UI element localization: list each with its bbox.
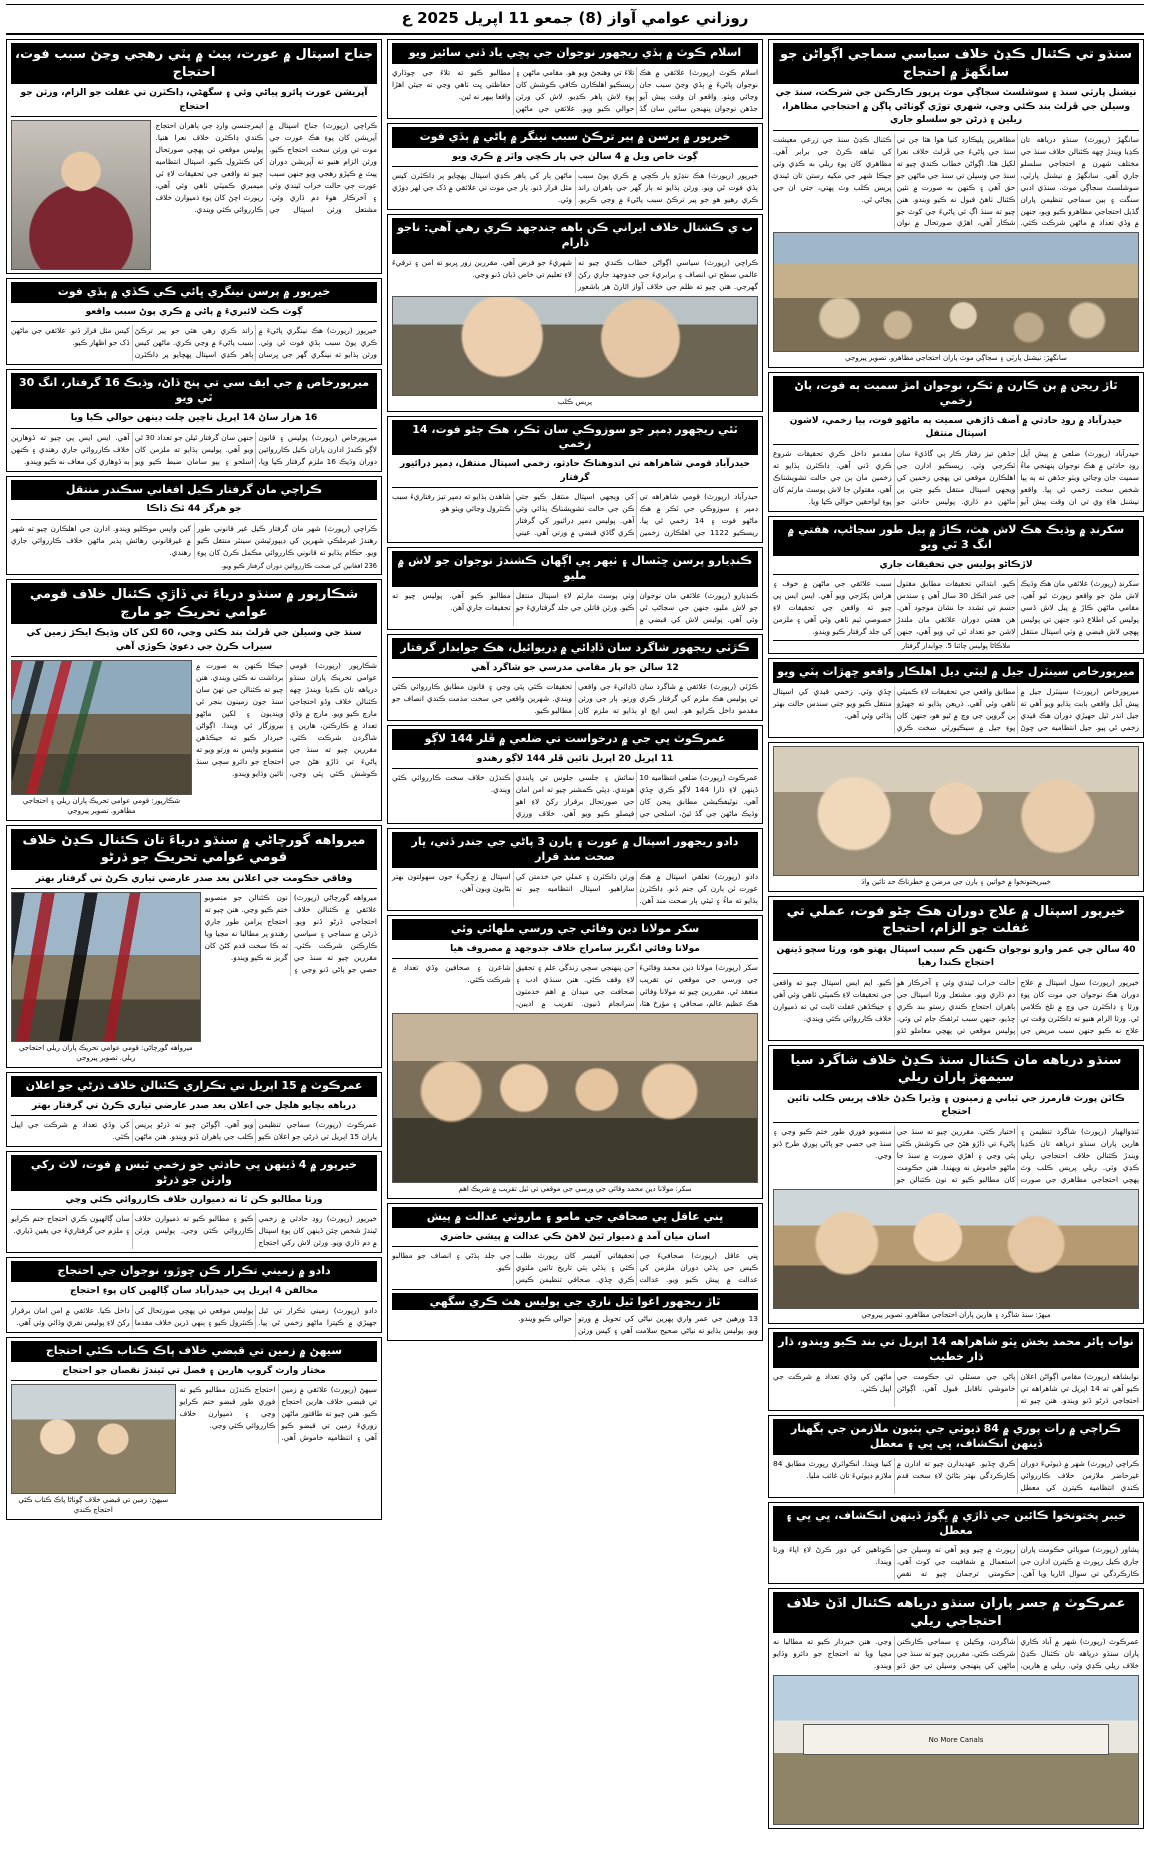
article-body: سکر (رپورٽ) مولانا دين محمد وفائيءَ جي ورسي جي موقعي تي تقريب منعقد ٿي. مقررين چيو ته مولانا وفائي هڪ عظيم عالم، صحافي ۽ مؤرخ هئا، جن پنهنجي سڄي زندگي علم ۽ تحقيق لاءِ وقف ڪئي. هنن سنڌي ادب ۽ صحافت جي ميدان ۾ اهم خدمتون سرانجام ڏنيون. تقريب ۾ اديبن، شاعرن ۽ صحافين وڏي تعداد ۾ شرڪت ڪئي.: [392, 963, 758, 1009]
subhead: 11 اپريل 20 اپريل تائين ڦلر 144 لاڳو رهندو: [392, 753, 758, 770]
headline: سنڌو درياهه مان ڪئنال سنڌ ڪڍڻ خلاف شاگرد سيا سيمهڙ پاران ريلي: [773, 1049, 1139, 1090]
headline: اسلام ڪوٽ ۾ ٻڏي ريجھور نوجوان جي پڇي ياد ڏني سائيز ويو: [392, 43, 758, 64]
photo-caption: شڪارپور: قومي عوامي تحريڪ پاران ريلي ۽ احتجاجي مظاهرو. تصوير پيروجي: [22, 797, 181, 815]
photo-canal-protest: [773, 232, 1139, 352]
photo-caption: سيهڻ: زمين تي قبضي خلاف ڳوٺاڻا پاڪ ڪتاب ڪئي احتجاج ڪندي: [18, 1496, 169, 1514]
article-body: ڪراچي (رپورٽ) جناح اسپتال ۾ آپريشن کان پوءِ هڪ عورت جي موت تي ورثن سخت احتجاج ڪيو. ورثن الزام هنيو ته آپريشن دوران پيٽ ۾ ڪپڙو رهجي ويو جنهن سبب عورت جي حالت خراب ٿيندي وئي ۽ آخرڪار هوءَ دم ڌاري وئي. مشتعل ورثن اسپتال جي ايمرجنسي وارڊ جي ٻاهران احتجاج ڪندي ڊاڪٽرن خلاف نعرا هنيا. پوليس موقعي تي پهچي صورتحال کي ڪنٽرول ڪيو. اسپتال انتظاميه چيو ته واقعي جي تحقيقات لاءِ ٽي ميمبري ڪميٽي ٺاهي وئي آهي، رپورٽ اچڻ کان پوءِ ذميوارن خلاف ڪارروائي ڪئي ويندي.: [155, 121, 377, 214]
photo-block-family: [768, 742, 1144, 892]
article-kadhan: [387, 634, 763, 721]
article-sukkur-body: [768, 516, 1144, 654]
article-hospital-health: [387, 828, 763, 911]
headline: عمرڪوٽ ۾ جسر پاران سنڌو درياهه ڪئنال اڏڻ خلاف احتجاجي ريلي: [773, 1592, 1139, 1633]
divider: [392, 1289, 758, 1290]
article-body: ڪڙٽي (رپورٽ) علائقي ۾ شاگرد سان ڏاڍائيءَ جي واقعي تي پوليس هڪ ملزم کي گرفتار ڪري ورتو. ٻار جي ورثن مقدمو داخل ڪرايو هو. ايس ايچ او ٻڌايو ته ملزم کان تحقيقات ڪئي پئي وڃي ۽ قانون مطابق ڪارروائي ڪئي ويندي. شهرين واقعي جي سخت مذمت ڪندي انصاف جو مطالبو ڪيو.: [392, 682, 758, 716]
photo-family: [773, 746, 1139, 876]
subhead: مختار وارث گروپ هارين ۽ فصل تي ٿيندڙ نقصان جو احتجاج: [11, 1365, 377, 1382]
article-note: ملاڪاڻا پوليس چائنا 5. جوابدار گرفتار: [773, 640, 1139, 650]
photo-sukkur-rally: [773, 1675, 1139, 1825]
article-hospital-death: [768, 896, 1144, 1041]
article-sukkur-molana: [387, 915, 763, 1199]
column-mid: [387, 39, 763, 1839]
subhead: ورثا مطالبو ڪن ٿا ته ذميوارن خلاف ڪارروائي ڪئي وڃي: [11, 1194, 377, 1211]
headline: ڪراچي ۾ رات پوري ۾ 84 ڌيوٽي جي ٻٽيون ملازمن جي ٻگھنار ڏينهن انڪشاف، ڀي ڀي ۽ معطل: [773, 1419, 1139, 1455]
article-body-secondary: 13 ورهين جي عمر واري پهرين نياڻي کي تحويل ۾ ورتو ويو. پوليس ٻڌايو ته نياڻي صحيح سلامت آهي ۽ کيس ورثن حوالي ڪيو ويندو.: [518, 1314, 758, 1336]
article-umarkot-apr15: [6, 1072, 382, 1147]
headline: نواب ڀائر محمد بخش ڀٽو شاهراهه 14 اپريل تي بند ڪيو ويندو، ڌار ڌار خطيب: [773, 1332, 1139, 1368]
subhead: سنڌ جي وسيلن جي ڦرلٽ بند ڪئي وڃي، 60 لکن کان وڌيڪ ايڪڙ زمين کي سيراب ڪرڻ جي دعويٰ ڪوڙي آهي: [11, 627, 377, 657]
headline: ٽئي ريجھور ڊمپر جو سوزوڪي سان ٽڪر، هڪ ڄڻو فوت، 14 زخمي: [392, 420, 758, 456]
headline: ب ي ڪشتال خلاف ايراني ڪن باهه جندجهد ڪري رهي آهي: ناجو ڌارام: [392, 218, 758, 254]
article-body: ميرپورخاص (رپورٽ) سينٽرل جيل ۾ پيش آيل واقعي بابت ٻڌايو ويو آهي ته جيل اندر ٿيل جهيڙي دوران هڪ قيدي زخمي ٿي پيو. جيل انتظاميه جي چوڻ مطابق واقعي جي تحقيقات لاءِ ڪميٽي ٺاهي وئي آهي. ذريعن ٻڌايو ته جهيڙو ٻن گروپن جي وچ ۾ ٿيو هو، جنهن کان پوءِ جيل ۾ سيڪيورٽي سخت ڪري ڇڏي وئي. زخمي قيدي کي اسپتال منتقل ڪيو ويو جتي سندس حالت بهتر ٻڌائي وئي آهي.: [773, 686, 1139, 732]
article-sehwan-protest: [6, 1337, 382, 1520]
masthead: [6, 4, 1144, 35]
headline: ميرپورخاص ۾ جي ايف سي تي پنج ڏاڻ، وڌيڪ 16 گرفتار، انگ 30 ٿي ويو: [11, 373, 377, 409]
photo-caption: پريس ڪلب: [557, 397, 593, 406]
photo-caption: سانگهڙ: نيشنل پارٽي ۽ سجاڳي موٽ پاران احتجاجي مظاهرو. تصوير پيروجي: [845, 354, 1067, 363]
article-body: ميرواهه گورچاڻي (رپورٽ) علائقي ۾ ڪئنالن خلاف احتجاجي ڌرڻو ڏنو ويو. ڌرڻي ۾ سماجي ۽ سياسي ڪارڪنن شرڪت ڪئي. مقررين چيو ته سنڌ جي حصي جو پاڻي ڏنو وڃي ۽ نون ڪئنالن جو منصوبو ختم ڪيو وڃي. هنن چيو ته احتجاج پرامن طور جاري رهندو پر مطالبا نه مڃيا ويا ته ڪا سخت قدم کڻڻ کان گريز نه ڪيو ويندو.: [204, 893, 377, 975]
photo-matiari-rally: [11, 892, 201, 1042]
photo-shikarpur-rally: [11, 660, 192, 795]
subhead: اسان ميان آمد ۾ ذميوار ٿيڻ لاهڻ ڪي عدالت ۾ پيشي حاضري: [392, 1231, 758, 1248]
article-khairpur-accident4: [6, 1151, 382, 1253]
article-mirpurkhas-raid: [6, 369, 382, 471]
subhead: مخالفن 4 اپريل ڀي حيدرآباد سان ڳالهين کان پوءِ احتجاج: [11, 1285, 377, 1302]
photo-caption: ميرواهه گورچاڻي: قومي عوامي تحريڪ پاران ريلي احتجاجي ريلي. تصوير پيروجي: [18, 1044, 193, 1063]
article-body: خيرپور (رپورٽ) سول اسپتال ۾ علاج دوران هڪ نوجوان جي موت کان پوءِ ورثا ۽ ڊاڪٽرن جي وچ ۾ تلخ ڪلامي ٿي. ورثا الزام هنيو ته ڊاڪٽرن وقت تي علاج نه ڪيو جنهن سبب مريض جي حالت خراب ٿيندي وئي ۽ آخرڪار هو دم ڌاري ويو. مشتعل ورثا اسپتال جي ٻاهران احتجاج ڪندي رستو بند ڪري ڇڏيو، جنهن سبب ٽرئفڪ جام ٿي وئي. پوليس موقعي تي پهچي معاملو ٿڌو ڪيو. ايم ايس اسپتال چيو ته واقعي جي تحقيقات لاءِ ڪميٽي ٺاهي وئي آهي ۽ جيڪڏهن غفلت ثابت ٿي ته ذميوارن خلاف ڪارروائي ڪئي ويندي.: [773, 977, 1139, 1035]
photo-victim-portrait: [11, 120, 151, 270]
subhead: ڳوٺ خاص ويل ۾ 4 سالن جي ٻار ڪچي واٽر ۾ ڪري ويو: [392, 151, 758, 168]
article-truck-accident: [387, 416, 763, 544]
article-jinnah-hospital: [6, 39, 382, 274]
row-karachi-afghan: [6, 476, 382, 576]
article-umarkot-144: [387, 725, 763, 824]
article-karachi-afghan: [6, 476, 382, 576]
article-body: حيدرآباد (رپورٽ) ضلعي ۾ پيش آيل روڊ حادثي ۾ هڪ نوجوان پنهنجي ماءُ سميت جان وڃائي ويٺو جڏهن ته ٻه ٻيا شخص سخت زخمي ٿي پيا. واقعو نيشنل هاءِ وي تي ان وقت پيش آيو جڏهن تيز رفتار ڪار ٻي گاڏيءَ سان ٽڪرجي وئي. ريسڪيو ادارن جي اهلڪارن موقعي تي پهچي زخمين کي ويجهي اسپتال منتقل ڪيو جتي ٻن ماڻهن دم ڌاري. پوليس حادثي جو مقدمو داخل ڪري تحقيقات شروع ڪري ڏني آهي. ڊاڪٽرن ٻڌايو ته زخمين مان ٻن جي حالت تشويشناڪ آهي. مقتولن جا لاش پوسٽ مارٽم کان پوءِ لواحقين حوالي ڪيا ويا.: [773, 448, 1139, 506]
subhead: درياهه بچايو هلچل جي اعلان بعد صدر عارضي تياري ڪرڻ تي گرفتار بهتر: [11, 1100, 377, 1117]
photo-sehwan-protest: [11, 1384, 176, 1494]
subhead: نيشنل پارٽي سنڌ ۽ سوشلسٽ سجاڳي موٽ ڀرپور ڪارڪنن جي شرڪت، سنڌ جي وسيلن جي ڦرلٽ بند ڪئي وڃي، شهري توڙي ڳوٺاڻي ڀاڳن ۾ احتجاجي مظاهرا، ريلين ۽ ڌرڻن جو سلسلو جاري: [773, 87, 1139, 131]
headline: سکرنڊ ۾ وڌيڪ هڪ لاش هٿ، ڪاڙ ۾ پيل طور سڃاڻپ، هفتي ۾ انگ 3 ٿي ويو: [773, 520, 1139, 556]
article-body-with-photo: [11, 660, 377, 817]
subhead: حيدرآباد ۾ روڊ حادثي ۾ آصف ڏاڙهي سميت ٻه ماڻهو فوت، ٻيا زخمي، لاشون اسپتال منتقل: [773, 415, 1139, 445]
subhead: 12 سالن جو ٻار مقامي مدرسي جو شاگرد آهي: [392, 662, 758, 679]
article-body: سانگهڙ (رپورٽ) سنڌو درياهه تان ڪڍيا ويندڙ ڇهه ڪئنالن خلاف سنڌ جي مختلف شهرن ۾ احتجاجي سلسلو جاري آهي. سانگهڙ ۾ نيشنل پارٽي، سوشلسٽ سجاڳي موٽ، سنڌي ادبي سنگت ۽ ٻين سماجي تنظيمن پاران گڏيل احتجاجي مظاهرو ڪيو ويو، جنهن ۾ وڏي تعداد ۾ ماڻهن شرڪت ڪئي. مظاهرين پليڪارڊ کنيا هوا هئا جن تي سنڌ جي پاڻيءَ جي ڦرلٽ خلاف نعرا لکيل هئا. اڳواڻن خطاب ڪندي چيو ته سنڌ جي وسيلن تي سنڌ جي ماڻهن جو حق آهي ۽ ڪنهن به صورت ۾ نئين ڪئنال ٺاهڻ قبول نه ڪيو ويندو. هنن چيو ته سنڌ اڳ ئي پاڻيءَ جي کوٽ جو شڪار آهي، اهڙي صورتحال ۾ نوان ڪئنال ڪڍڻ سنڌ جي زرعي معيشت کي تباهه ڪرڻ جي برابر آهي. مظاهري کان پوءِ ريلي به ڪڍي وئي جيڪا شهر جي مکيه رستن تان ٿيندي پريس ڪلب وٽ پهتي، جتي ان جي پڄاڻي ٿي.: [773, 134, 1139, 228]
headline: سنڌو تي ڪئنال ڪڍڻ خلاف سياسي سماجي اڳواڻن جو سانگهڙ ۾ احتجاج: [773, 43, 1139, 84]
subhead: حيدرآباد قومي شاهراهه تي اندوهناڪ حادثو، زخمي اسپتال منتقل، ڊمپر ڊرائيور گرفتار: [392, 458, 758, 488]
photo-portraits: [392, 296, 758, 396]
article-canal-protest: [768, 39, 1144, 368]
article-body: ڀني عاقل (رپورٽ) صحافيءَ جي ڪيس جي ٻڌڻي دوران ملزمن کي عدالت ۾ پيش ڪيو ويو. عدالت تحقيقاتي آفيسر کان رپورٽ طلب ڪئي ۽ ٻڌڻي ٻئي تاريخ تائين ملتوي ڪري ڇڏي. صحافي تنظيمن ڪيس جي جلد ٻڌڻي ۽ انصاف جو مطالبو ڪيو.: [392, 1251, 758, 1285]
article-body: شڪارپور (رپورٽ) قومي عوامي تحريڪ پاران سنڌو درياهه تان ڪڍيا ويندڙ ڇهه ڪئنالن خلاف وڏو احتجاجي مارچ ڪيو ويو. مارچ ۾ وڏي تعداد ۾ ڪارڪنن، هارين ۽ شاگردن شرڪت ڪئي. مقررين چيو ته سنڌ جي پاڻيءَ تي ڌاڙو هڻڻ جي ڪوشش ڪئي پئي وڃي، جيڪا ڪنهن به صورت ۾ برداشت نه ڪئي ويندي. هنن چيو ته ڪئنالن جي ٺهڻ سان سنڌ جون زمينون بنجر ٿي وينديون ۽ لکين ماڻهو بيروزگار ٿي ويندا. اڳواڻن خبردار ڪيو ته جيڪڏهن منصوبو واپس نه ورتو ويو ته احتجاج جو دائرو سڄي سنڌ تائين وڌايو ويندو.: [196, 661, 377, 778]
article-body: ڪراچي (رپورٽ) شهر مان گرفتار ڪيل غير قانوني طور رهندڙ غيرملڪي شهرين کي ڊيپورٽيشن سينٽر منتقل ڪيو ويو. حڪام ٻڌايو ته قانوني ڪارروائي مڪمل ڪرڻ کان پوءِ کين واپس موڪليو ويندو. ادارن جي اهلڪارن چيو ته شهر ۾ غيرقانوني رهائش پذير ماڻهن خلاف ڪارروائي جاري رهندي.: [11, 523, 377, 557]
headline: ميرواهه گورچاڻي ۾ سنڌو درياءَ تان ڪئنال ڪڍڻ خلاف قومي عوامي تحريڪ جو ڌرڻو: [11, 829, 377, 870]
headline: خيرپور ۾ پرسن نينگري ڀائي ڪي ڪڏي ۾ ٻڏي فوت: [11, 282, 377, 303]
article-body: ڪراچي (رپورٽ) سياسي اڳواڻن خطاب ڪندي چيو ته عالمي سطح تي انصاف ۽ برابريءَ جي جدوجهد جاري رکڻ گھرجي. هنن چيو ته ظلم جي خلاف آواز اٿارڻ هر باشعور شهريءَ جو فرض آهي. مقررين زور ڀريو ته امن ۽ ترقيءَ لاءِ تعليم تي خاص ڌيان ڏنو وڃي.: [392, 257, 758, 291]
article-body: ڪنڊيارو (رپورٽ) علائقي مان نوجوان جو لاش مليو، جنهن جي سڃاڻپ ٿي وئي آهي. پوليس لاش کي قبضي ۾ وٺي پوسٽ مارٽم لاءِ اسپتال منتقل ڪيو. ورثن قاتلن جي جلد گرفتاريءَ جو مطالبو ڪيو آهي. پوليس چيو ته تحقيقات جاري آهن.: [392, 590, 758, 624]
article-body: خيرپور (رپورٽ) هڪ ننڍڙو ٻار ڪچي ۾ ڪري پوڻ سبب ٻڏي فوت ٿي ويو. ورثن ٻڌايو ته ٻار گھر جي ٻاهران راند ڪري رهيو هو جو پير ترڪڻ سبب پاڻيءَ ۾ وڃي ڪريو. ماڻهن ٻار کي ٻاهر ڪڍي اسپتال پهچايو پر ڊاڪٽرن کيس مئل قرار ڏنو. ٻار جي موت تي علائقي ۾ ڏک جي لهر ڊوڙي وئي.: [392, 171, 758, 205]
article-dadu-protest: [6, 1257, 382, 1332]
headline: خيبر پختونخوا ڪائين جي ڏاڙي ۾ ڀڳوڙ ڏينهن انڪشاف، ڀي ڀي ۽ معطل: [773, 1506, 1139, 1542]
article-body: عمرڪوٽ (رپورٽ) شهر ۾ آباد ڪاري پاران سنڌو درياهه تان ڪئنال ڪڍڻ خلاف ريلي ڪڍي وئي. ريلي ۾ هارين، شاگردن، وڪيلن ۽ سماجي ڪارڪنن شرڪت ڪئي. مقررين چيو ته سنڌ جي ماڻهن کي پنهنجي وسيلن تي حق ڏنو وڃي. هنن خبردار ڪيو ته مطالبا نه مڃيا ويا ته احتجاج جو دائرو وڌايو ويندو.: [773, 1637, 1139, 1671]
article-body: سکرنڊ (رپورٽ) علائقي مان هڪ وڌيڪ لاش ملڻ جو واقعو رپورٽ ٿيو آهي. مقامي ماڻهن ڪاڙ ۾ پيل لاش ڏسي پوليس کي اطلاع ڏنو، جنهن تي پوليس پهچي لاش قبضي ۾ وٺي اسپتال منتقل ڪيو. ابتدائي تحقيقات مطابق مقتول جي عمر اٽڪل 30 سال آهي ۽ سندس جسم تي تشدد جا نشان موجود آهن. هن هفتي دوران علائقي مان ملندڙ لاشن جو تعداد ٽي ٿي ويو آهي، جنهن سبب علائقي جي ماڻهن ۾ خوف ۽ هراس پکڙجي ويو آهي. ايس ايس پي چيو ته واقعن جي تحقيقات لاءِ خصوصي ٽيم ٺاهي وئي آهي ۽ ملزمن کي جلد گرفتار ڪيو ويندو.: [773, 579, 1139, 636]
article-body: ٽنڊوالهيار (رپورٽ) شاگرد تنظيمن ۽ هارين پاران سنڌو درياهه تان ڪڍيا ويندڙ ڪئنالن خلاف احتجاجي ريلي ڪڍي وئي. ريلي پريس ڪلب وٽ پهچي احتجاجي مظاهري جي صورت اختيار ڪئي. مقررين چيو ته سنڌ جي پاڻيءَ تي ڌاڙو هڻڻ جي ڪوشش ڪئي پئي وڃي ۽ اهڙي صورت ۾ سنڌ جا ماڻهو خاموش نه ويهندا. هنن حڪومت کان مطالبو ڪيو ته نون ڪئنالن جو منصوبو فوري طور ختم ڪيو وڃي ۽ سنڌ جي حصي جو پاڻي پوري طرح ڏنو وڃي.: [773, 1126, 1139, 1184]
article-iran-kashtil: [387, 214, 763, 411]
article-mirpur-murder: [768, 658, 1144, 738]
article-karachi-rain: [768, 1415, 1144, 1498]
article-journalist-court: [387, 1203, 763, 1341]
photo-caption: ميهڙ: سنڌ شاگرد ۽ هارين پاران احتجاجي مظاهرو. تصوير پيروجي: [861, 1310, 1051, 1319]
headline: جناح اسپتال ۾ عورت، پيٽ ۾ پٽي رهجي وڃڻ سبب فوت، احتجاج: [11, 43, 377, 84]
article-body: ميرپورخاص (رپورٽ) پوليس ۽ قانون لاڳو ڪندڙ ادارن پاران ڪيل ڪارروائين دوران وڌيڪ 16 ملزم گرفتار ڪيا ويا، جنهن سان گرفتار ٿيلن جو تعداد 30 ٿي ويو آهي. پوليس ٻڌايو ته ملزمن کان اسلحو ۽ ٻيو سامان ضبط ڪيو ويو آهي. ايس ايس پي چيو ته ڏوهارين خلاف ڪارروائي جاري رهندي ۽ ڪنهن به ڏوهاري کي معاف نه ڪيو ويندو.: [11, 432, 377, 466]
page-columns: [6, 39, 1144, 1839]
article-body: پشاور (رپورٽ) صوبائي حڪومت پاران جاري ڪيل رپورٽ ۾ ڪيترن ادارن جي ڪارڪردگي تي سوال اٿاريا ويا آهن. رپورٽ ۾ چيو ويو آهي ته وسيلن جي استعمال ۾ شفافيت جي کوٽ آهي. حڪومتي ترجمان چيو ته نقصِ ڪوتاهين کي دور ڪرڻ لاءِ اپاءَ ورتا ويندا.: [773, 1545, 1139, 1579]
headline: ڪراچي مان گرفتار ڪيل افغاني سڪندر منتقل: [11, 480, 377, 501]
subhead: 40 سالن جي عمر وارو نوجوان ڪنهن ڪم سبب اسپتال پهتو هو، ورثا سڄو ڏينهن احتجاج ڪندا رهيا: [773, 944, 1139, 974]
article-khairpur-girl: [387, 123, 763, 210]
photo-molana-event: [392, 1013, 758, 1183]
subhead: ڪاٽن پورٽ فارمرز جي ٽياني ۾ زمينون ۽ وڏيرا ڪڍڻ خلاف پريس ڪلب تائين احتجاج: [773, 1093, 1139, 1123]
article-canal-march: [768, 1045, 1144, 1325]
article-body: دادو (رپورٽ) تعلقي اسپتال ۾ هڪ عورت ٽن ٻارن کي جنم ڏنو. ڊاڪٽرن ٻڌايو ته ماءُ ۽ ٽيئي ٻار صحت مند آهن. ورثن ڊاڪٽرن ۽ عملي جي خدمتن کي ساراهيو. اسپتال انتظاميه چيو ته اسپتال ۾ زچگيءَ جون سهولتون بهتر بڻايون ويون آهن.: [392, 872, 758, 906]
headline: ميرپورخاص سينٽرل جيل ۾ ليٽي ديل اهلڪار واقعو ڇهڙات پٽي ويو: [773, 662, 1139, 683]
headline: دادو ۾ زميني تڪرار ڪن ڇوڙو، نوجوان جي احتجاج: [11, 1261, 377, 1282]
article-body-with-photo: [11, 120, 377, 270]
article-body: اسلام ڪوٽ (رپورٽ) علائقي ۾ هڪ نوجوان پاڻيءَ ۾ ٻڏي وڃڻ سبب جان وڃائي ويٺو. واقعو ان وقت پيش آيو جڏهن نوجوان پنهنجن ساٿين سان گڏ تلاءَ تي وهنجڻ ويو هو. مقامي ماڻهن ۽ ريسڪيو اهلڪارن ڪافي ڪوشش کان پوءِ لاش ٻاهر ڪڍيو. لاش کي ورثن حوالي ڪيو ويو. علائقي جي ماڻهن مطالبو ڪيو ته تلاءَ جي چوڌاري حفاظتي ڀت ٺاهي وڃي ته جيئن اهڙا واقعا ٻيهر نه ٿين.: [392, 67, 758, 113]
photo-caption: خيبرپختونخوا ۾ خواتين ۽ ٻارن جي مرضن ۾ خطرناڪ حد تائين واڌ: [861, 877, 1051, 886]
article-kandiaro: [387, 547, 763, 630]
article-sukkur-rally: [768, 1588, 1144, 1829]
headline: شڪارپور ۾ سنڌو درياءَ تي ڏاڙي ڪئنال خلاف قومي عوامي تحريڪ جو مارچ: [11, 583, 377, 624]
headline: سکر مولانا دين وفائي جي ورسي ملهائي وئي: [392, 919, 758, 940]
article-islamkot: [387, 39, 763, 119]
article-thar-rain: [768, 372, 1144, 512]
headline: خيرپور ۾ پرسن ۾ پير ترڪڻ سبب نينگر ۾ پاڻي ۾ ٻڏي فوت: [392, 127, 758, 148]
headline: عمرڪوٽ ۾ 15 اپريل تي تڪراري ڪئنالن خلاف ڌرڻي جو اعلان: [11, 1076, 377, 1097]
article-body: ڪراچي (رپورٽ) شهر ۾ ڌيوٽيءَ دوران غيرحاضر ملازمن خلاف ڪارروائي ڪندي انتظاميه ڪيترن کي معطل ڪري ڇڏيو. عهديدارن چيو ته ادارن ۾ ڪارڪردگي بهتر بڻائڻ لاءِ سخت قدم کنيا ويندا. انڪوائري رپورٽ مطابق 84 ملازم ڊيوٽيءَ تان غائب مليا.: [773, 1458, 1139, 1492]
photo-caption: سکر: مولانا دين محمد وفائي جي ورسي جي موقعي تي ٿيل تقريب ۾ شريڪ اهم: [458, 1185, 692, 1194]
headline: عمرڪوٽ ڀي جي ۾ درخواست تي ضلعي ۾ ڦلر 144 لاڳو: [392, 729, 758, 750]
headline: سيهڻ ۾ زمين تي قبضي خلاف پاڪ ڪتاب ڪئي احتجاج: [11, 1341, 377, 1362]
subhead: وفاقي حڪومت جي اعلانن بعد صدر عارضي تياري ڪرڻ تي گرفتار بهتر: [11, 873, 377, 890]
article-body: خيرپور (رپورٽ) هڪ نينگري پاڻيءَ ۾ ڪري پوڻ سبب ٻڏي فوت ٿي وئي. ورثن ٻڌايو ته نينگري گھر جي ڀرسان راند ڪري رهي هئي جو پير ترڪڻ سبب پاڻيءَ ۾ وڃي ڪري. ماڻهن کيس ٻاهر ڪڍي اسپتال پهچايو پر ڊاڪٽرن کيس مئل قرار ڏنو. علائقي جي ماڻهن ڏک جو اظهار ڪيو.: [11, 326, 377, 360]
article-body-with-photo: [11, 1384, 377, 1516]
headline: دادو ريجھور اسپتال ۾ عورت ۽ ٻارن 3 پاڻي جي جندر ڏني، ڀار صحت مند قرار: [392, 832, 758, 868]
masthead-text: روزاني عوامي آواز (8) جمعو 11 اپريل 2025 ع: [401, 9, 749, 27]
article-body: سيهڻ (رپورٽ) علائقي ۾ زمين تي قبضي خلاف هارين احتجاج ڪيو. هنن چيو ته طاقتور ماڻهن زوريءَ زمين تي قبضو ڪيو آهي ۽ انتظاميه خاموش آهي. احتجاج ڪندڙن مطالبو ڪيو ته فوري طور قبضو ختم ڪرايو وڃي ۽ ذميوارن خلاف ڪارروائي ڪئي وڃي.: [179, 1385, 377, 1442]
subhead: ڳوٺ ڪٽ لائبريءَ ۾ پاڻي ۾ ڪري پوڻ سبب واقعو: [11, 306, 377, 323]
article-body-secondary: 236 افغانين کي صحت ڪارروائين دوران گرفتار ڪيو ويو.: [220, 561, 377, 570]
article-body: دادو (رپورٽ) زميني تڪرار تي ٿيل جهيڙي ۾ ڪيترا ماڻهو زخمي ٿي پيا. پوليس موقعي تي پهچي صورتحال کي ڪنٽرول ڪيو ۽ ٻنهي ڌرين خلاف مقدما داخل ڪيا. علائقي ۾ امن امان برقرار رکڻ لاءِ پوليس نفري وڌائي وئي آهي.: [11, 1305, 377, 1327]
column-right: [768, 39, 1144, 1839]
article-body-with-photo: [11, 892, 377, 1064]
subhead: آپريشن عورت ڀائرو پياڻي وئي ۽ سگھڻي، ڊاڪٽرن تي غفلت جو الزام، ورثن جو احتجاج: [11, 87, 377, 117]
headline: ڀني عاقل ڀي صحافي جي مامو ۽ ماروثي عدالت ۾ پيش: [392, 1207, 758, 1228]
article-khyber-cabins: [768, 1502, 1144, 1585]
headline: ٿاڙ ريجن ۾ ٻن ڪارن ۾ ٽڪر، نوجوان امڙ سميت ٻه فوت، پاڻ زخمي: [773, 376, 1139, 412]
banner-text: No More Canals: [803, 1724, 1109, 1756]
column-left: [6, 39, 382, 1839]
article-body: نوابشاهه (رپورٽ) مقامي اڳواڻن اعلان ڪيو آهي ته 14 اپريل تي شاهراهه تي احتجاجي ڌرڻو ڏنو ويندو. هنن چيو ته پاڻي جي مسئلي تي حڪومت جي خاموشي ناقابل قبول آهي. اڳواڻن ماڻهن کي وڏي تعداد ۾ شرڪت جي اپيل ڪئي.: [773, 1372, 1139, 1406]
article-shikarpur-march: [6, 579, 382, 821]
subhead: جو هرگز 44 ٿڪ ڏاڪا: [11, 503, 377, 520]
article-nawab-shah: [768, 1328, 1144, 1411]
article-body: عمرڪوٽ (رپورٽ) ضلعي انتظاميه 10 ڏينهن لاءِ ڌارا 144 لاڳو ڪري ڇڏي آهي. نوٽيفڪيشن مطابق پنجن کان وڌيڪ ماڻهن جي گڏ ٿيڻ، اسلحي جي نمائش ۽ جلسي جلوس تي پابندي هوندي. ڊپٽي ڪمشنر چيو ته امن امان جي صورتحال برقرار رکڻ لاءِ اهو فيصلو ڪيو ويو آهي. خلاف ورزي ڪندڙن خلاف سخت ڪارروائي ڪئي ويندي.: [392, 773, 758, 819]
article-body: خيرپور (رپورٽ) روڊ حادثي ۾ زخمي ٿيندڙ شخص چئن ڏينهن کان پوءِ اسپتال ۾ دم ڌاري ويو. ورثن لاش رکي احتجاج ڪيو ۽ مطالبو ڪيو ته ذميوارن خلاف ڪارروائي ڪئي وڃي. پوليس ورثن سان ڳالهيون ڪري احتجاج ختم ڪرايو ۽ ملزم جي گرفتاريءَ جي يقين ڏياري.: [11, 1214, 377, 1248]
article-khairpur-girl2: [6, 278, 382, 365]
subhead: مولانا وفائي انگريز سامراج خلاف جدوجهد ۾ مصروف هيا: [392, 943, 758, 960]
headline: ڪڙٽي ريجھور شاگرد سان ڏاڍائي ۾ ڊريوائيل، هڪ جوابدار گرفتار: [392, 638, 758, 659]
headline: خيرپور اسپتال ۾ علاج دوران هڪ ڄڻو فوت، عملي تي غفلت جو الزام، احتجاج: [773, 900, 1139, 941]
sub-headline: ٿاڙ ريجھور اغوا ٿيل ناري جي پوليس هٿ ڪري سگهي: [392, 1293, 758, 1310]
subhead: 16 هزار ساڻ 14 اپريل ناچين چلت ڊينهن حوالي ڪيا ويا: [11, 412, 377, 429]
article-matiari-march: [6, 825, 382, 1068]
subhead: لاڙڪاڻو پوليس جي تحقيقات جاري: [773, 559, 1139, 576]
article-body: حيدرآباد (رپورٽ) قومي شاهراهه تي ڊمپر ۽ سوزوڪي جي ٽڪر ۾ هڪ ماڻهو فوت ۽ 14 زخمي ٿي پيا. ريسڪيو 1122 جي اهلڪارن زخمين کي ويجهي اسپتال منتقل ڪيو جتي ڪن جي حالت تشويشناڪ ٻڌائي وئي آهي. پوليس ڊمپر ڊرائيور کي گرفتار ڪري گاڏي قبضي ۾ ورتي آهي. عيني شاهدن ٻڌايو ته ڊمپر تيز رفتاريءَ سبب ڪنٽرول وڃائي ويٺو هو.: [392, 492, 758, 538]
headline: خيرپور ۾ 4 ڏينهن ڀي حادثي جو زخمي ٿيس ۾ فوت، لاٿ رکي وارثن جو ڌرڻو: [11, 1155, 377, 1191]
photo-canal-march: [773, 1189, 1139, 1309]
article-body: عمرڪوٽ (رپورٽ) سماجي تنظيمن پاران 15 اپريل تي ڌرڻي جو اعلان ڪيو ويو آهي. اڳواڻن چيو ته ڌرڻو پريس ڪلب جي ٻاهران ڏنو ويندو. هنن ماڻهن کي وڏي تعداد ۾ شرڪت جي اپيل ڪئي.: [11, 1120, 377, 1142]
headline: ڪنڊيارو پرسن ڇٽسال ۽ ٺيهر ڀي اڳهان ڪشندڙ نوجوان جو لاش ۾ مليو: [392, 551, 758, 587]
